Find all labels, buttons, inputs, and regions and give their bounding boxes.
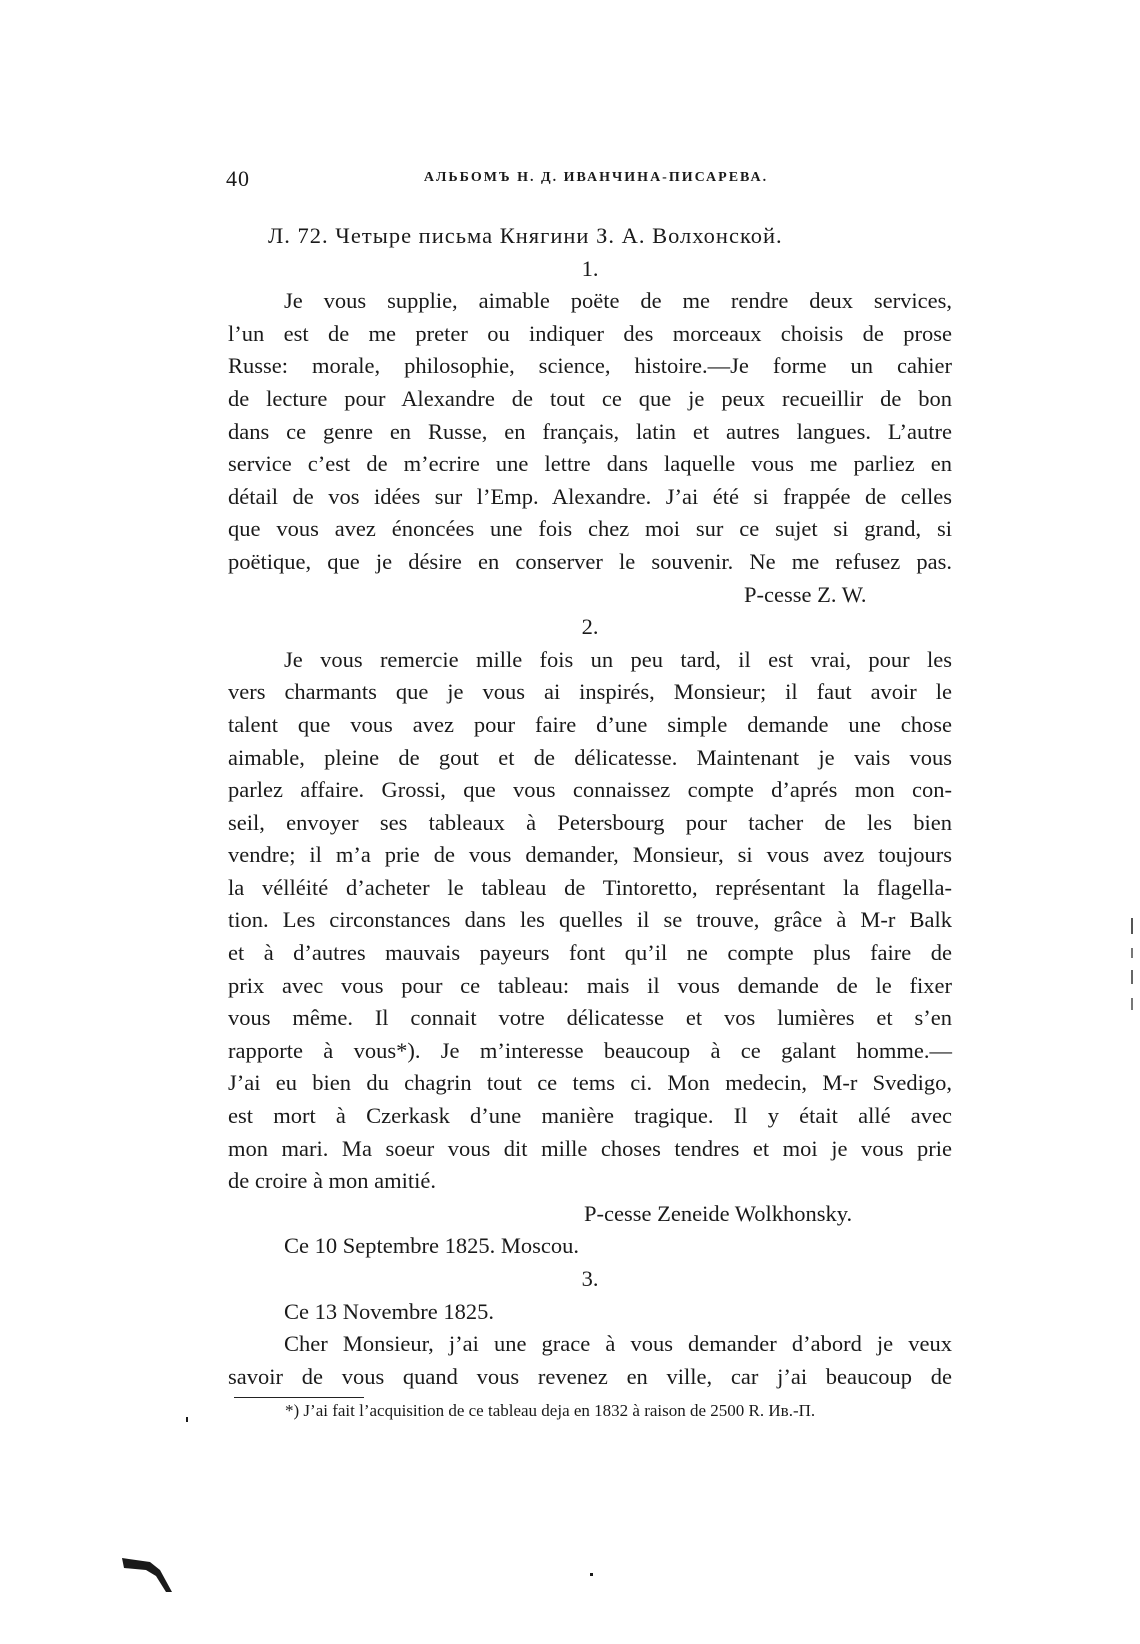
main-text bbox=[228, 220, 952, 1393]
text-line: détail de vos idées sur l’Emp. Alexandre. J’ai été si frappée de celles bbox=[228, 483, 952, 509]
page-number: 40 bbox=[226, 166, 250, 191]
letter-number: 2. bbox=[581, 614, 599, 640]
text-line: poëtique, que je désire en conserver le souvenir. Ne me refusez pas. bbox=[228, 548, 952, 574]
text-line: que vous avez énoncées une fois chez moi sur ce sujet si grand, si bbox=[228, 516, 952, 542]
text-line: tion. Les circonstances dans les quelles il se trouve, grâce à M-r Balk bbox=[228, 907, 952, 933]
text-line: rapporte à vous*). Je m’interesse beaucoup à ce galant homme.— bbox=[228, 1037, 952, 1063]
section-heading: Л. 72. Четыре письма Княгини З. А. Волхонской. bbox=[268, 223, 783, 248]
text-line: de croire à mon amitié. bbox=[228, 1168, 437, 1194]
page-edge-marks bbox=[1130, 918, 1134, 1018]
text-line: Je vous supplie, aimable poëte de me rendre deux services, bbox=[284, 288, 952, 314]
text-line: et à d’autres mauvais payeurs font qu’il ne compte plus faire de bbox=[228, 940, 952, 966]
text-line: J’ai eu bien du chagrin tout ce tems ci. Mon medecin, M-r Svedigo, bbox=[228, 1070, 952, 1096]
text-line: vous même. Il connait votre délicatesse et vos lumières et s’en bbox=[228, 1005, 952, 1031]
signature: P-cesse Zeneide Wolkhonsky. bbox=[584, 1200, 853, 1226]
text-line: seil, envoyer ses tableaux à Petersbourg pour tacher de les bien bbox=[228, 809, 952, 835]
dateline: Ce 13 Novembre 1825. bbox=[284, 1298, 494, 1324]
text-line: Je vous remercie mille fois un peu tard, il est vrai, pour les bbox=[284, 646, 952, 672]
letter-number: 1. bbox=[581, 255, 599, 281]
text-line: est mort à Czerkask d’une manière tragique. Il y était allé avec bbox=[228, 1103, 952, 1129]
text-line: Russe: morale, philosophie, science, histoire.—Je forme un cahier bbox=[228, 353, 952, 379]
text-line: dans ce genre en Russe, en français, latin et autres langues. L’autre bbox=[228, 418, 952, 444]
signature: P-cesse Z. W. bbox=[744, 581, 867, 607]
text-line: l’un est de me preter ou indiquer des morceaux choisis de prose bbox=[228, 320, 952, 346]
page-header bbox=[226, 166, 966, 196]
text-line: vers charmants que je vous ai inspirés, Monsieur; il faut avoir le bbox=[228, 679, 952, 705]
text-line: mon mari. Ma soeur vous dit mille choses tendres et moi je vous prie bbox=[228, 1135, 952, 1161]
footnote: *) J’ai fait l’acquisition de ce tableau deja en 1832 à raison de 2500 R. Ив.-П. bbox=[285, 1401, 816, 1420]
scan-arrow-mark bbox=[120, 1548, 180, 1598]
text-line: talent que vous avez pour faire d’une simple demande une chose bbox=[228, 711, 952, 737]
scan-speck bbox=[590, 1573, 593, 1576]
letter-number: 3. bbox=[581, 1266, 599, 1291]
text-line: prix avec vous pour ce tableau: mais il vous demande de le fixer bbox=[228, 972, 952, 998]
text-line: de lecture pour Alexandre de tout ce que je peux recueillir de bon bbox=[228, 385, 952, 411]
text-line: service c’est de m’ecrire une lettre dans laquelle vous me parliez en bbox=[228, 451, 952, 477]
dateline: Ce 10 Septembre 1825. Moscou. bbox=[284, 1233, 579, 1259]
running-title: АЛЬБОМЪ Н. Д. ИВАНЧИНА-ПИСАРЕВА. bbox=[423, 170, 769, 185]
text-line: savoir de vous quand vous revenez en ville, car j’ai beaucoup de bbox=[228, 1363, 952, 1389]
text-line: Cher Monsieur, j’ai une grace à vous demander d’abord je veux bbox=[284, 1331, 952, 1357]
text-line: aimable, pleine de gout et de délicatesse. Maintenant je vais vous bbox=[228, 744, 952, 770]
text-line: parlez affaire. Grossi, que vous connaissez compte d’aprés mon con- bbox=[228, 777, 952, 803]
text-line: la vélléité d’acheter le tableau de Tintoretto, représentant la flagella- bbox=[228, 874, 952, 900]
text-line: vendre; il m’a prie de vous demander, Monsieur, si vous avez toujours bbox=[228, 842, 952, 868]
footnote-rule bbox=[234, 1397, 364, 1398]
scan-speck bbox=[186, 1417, 188, 1422]
